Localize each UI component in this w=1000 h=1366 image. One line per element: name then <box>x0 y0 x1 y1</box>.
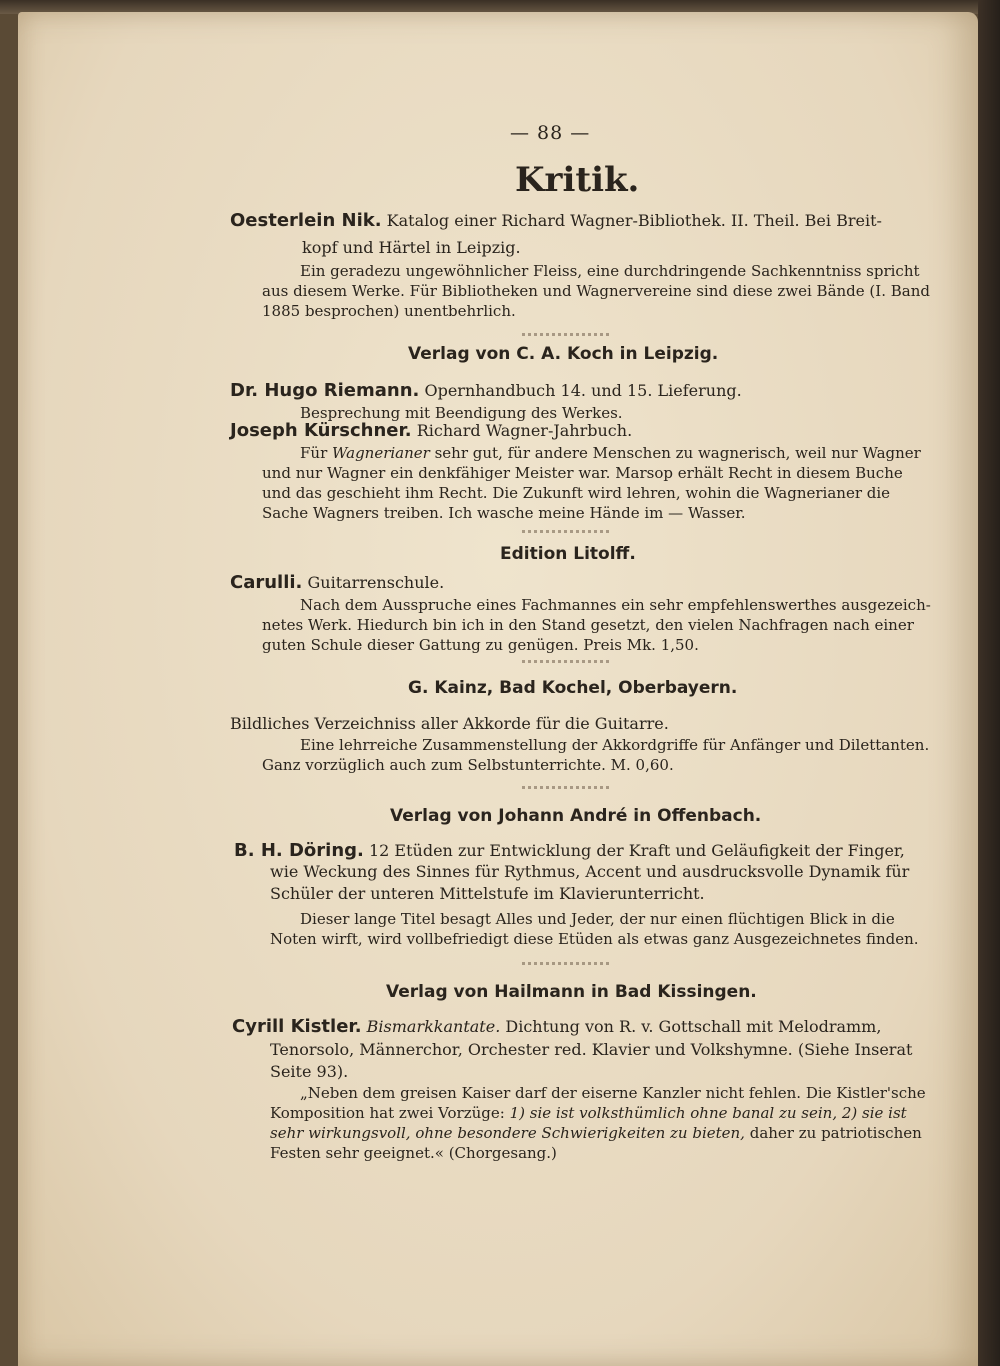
review-line: Eine lehrreiche Zusammenstellung der Akkordgriffe für Anfänger und Dilettanten. <box>300 736 930 754</box>
section-divider <box>522 962 612 965</box>
entry-author: Dr. Hugo Riemann. <box>230 380 420 401</box>
entry-text-cont: Tenorsolo, Männerchor, Orchester red. Klavier und Volkshymne. (Siehe Inserat <box>270 1040 913 1059</box>
review-line: Nach dem Ausspruche eines Fachmannes ein sehr empfehlenswerthes ausgezeich- <box>300 596 931 614</box>
review-line <box>270 1104 907 1122</box>
entry-text: 12 Etüden zur Entwicklung der Kraft und Geläufigkeit der Finger, <box>363 841 905 860</box>
section-divider <box>522 660 612 663</box>
section-divider <box>522 530 612 533</box>
section-heading: Edition Litolff. <box>500 544 636 564</box>
entry-text: Richard Wagner-Jahrbuch. <box>411 421 633 440</box>
review-line: Festen sehr geeignet.« (Chorgesang.) <box>270 1144 557 1162</box>
entry-author: Carulli. <box>230 572 303 593</box>
section-heading: Verlag von Johann André in Offenbach. <box>390 806 762 826</box>
review-text: daher zu patriotischen <box>744 1124 922 1142</box>
entry-kainz: Bildliches Verzeichniss aller Akkorde für die Guitarre. <box>230 714 669 733</box>
entry-oesterlein <box>230 210 882 231</box>
entry-text-cont: wie Weckung des Sinnes für Rythmus, Accent und ausdrucksvolle Dynamik für <box>270 862 910 881</box>
review-line <box>300 444 921 462</box>
entry-author: B. H. Döring. <box>234 840 364 861</box>
entry-kuerschner <box>230 420 632 441</box>
section-divider <box>522 333 612 336</box>
review-line: Noten wirft, wird vollbefriedigt diese Etüden als etwas ganz Ausgezeichnetes finden. <box>270 930 919 948</box>
entry-text-cont: Seite 93). <box>270 1062 349 1081</box>
review-line: Besprechung mit Beendigung des Werkes. <box>300 404 623 422</box>
review-emphasis: Wagnerianer <box>332 444 430 462</box>
entry-carulli <box>230 572 444 593</box>
entry-text: Guitarrenschule. <box>302 573 445 592</box>
review-line: „Neben dem greisen Kaiser darf der eiserne Kanzler nicht fehlen. Die Kistler'sche <box>300 1084 926 1102</box>
page-title: Kritik. <box>515 160 640 200</box>
review-line: netes Werk. Hiedurch bin ich in den Stand gesetzt, den vielen Nachfragen nach einer <box>262 616 914 634</box>
entry-text-cont: Schüler der unteren Mittelstufe im Klavierunterricht. <box>270 884 705 903</box>
entry-riemann <box>230 380 742 401</box>
section-heading: Verlag von C. A. Koch in Leipzig. <box>408 344 719 364</box>
entry-kistler <box>232 1016 881 1037</box>
review-line: und nur Wagner ein denkfähiger Meister war. Marsop erhält Recht in diesem Buche <box>262 464 903 482</box>
review-emphasis: sehr wirkungsvoll, ohne besondere Schwierigkeiten zu bieten, <box>270 1124 745 1142</box>
review-text: Für <box>300 444 333 462</box>
entry-text: Opernhandbuch 14. und 15. Lieferung. <box>419 381 742 400</box>
entry-text-cont: kopf und Härtel in Leipzig. <box>302 238 521 257</box>
entry-author: Cyrill Kistler. <box>232 1016 362 1037</box>
review-line: Dieser lange Titel besagt Alles und Jeder, der nur einen flüchtigen Blick in die <box>300 910 895 928</box>
review-line: und das geschieht ihm Recht. Die Zukunft wird lehren, wohin die Wagnerianer die <box>262 484 891 502</box>
review-text: sehr gut, für andere Menschen zu wagnerisch, weil nur Wagner <box>429 444 921 462</box>
section-heading: G. Kainz, Bad Kochel, Oberbayern. <box>408 678 738 698</box>
page-number: — 88 — <box>510 122 591 144</box>
review-line: Sache Wagners treiben. Ich wasche meine Hände im — Wasser. <box>262 504 746 522</box>
entry-text: Katalog einer Richard Wagner-Bibliothek. II. Theil. Bei Breit- <box>381 211 882 230</box>
section-divider <box>522 786 612 789</box>
review-text: Komposition hat zwei Vorzüge: <box>270 1104 510 1122</box>
review-line: Ganz vorzüglich auch zum Selbstunterrichte. M. 0,60. <box>262 756 674 774</box>
book-edge-right <box>978 0 1000 1366</box>
review-line: 1885 besprochen) unentbehrlich. <box>262 302 516 320</box>
entry-author: Joseph Kürschner. <box>230 420 412 441</box>
work-title: Bismarkkantate. <box>366 1017 501 1036</box>
entry-doering <box>234 840 905 861</box>
review-line: aus diesem Werke. Für Bibliotheken und Wagnervereine sind diese zwei Bände (I. Band <box>262 282 930 300</box>
entry-author: Oesterlein Nik. <box>230 210 382 231</box>
review-line: guten Schule dieser Gattung zu genügen. Preis Mk. 1,50. <box>262 636 699 654</box>
review-emphasis: 1) sie ist volksthümlich ohne banal zu sein, 2) sie ist <box>509 1104 907 1122</box>
entry-text: Dichtung von R. v. Gottschall mit Melodramm, <box>500 1017 882 1036</box>
section-heading: Verlag von Hailmann in Bad Kissingen. <box>386 982 757 1002</box>
review-line: Ein geradezu ungewöhnlicher Fleiss, eine durchdringende Sachkenntniss spricht <box>300 262 920 280</box>
review-line <box>270 1124 922 1142</box>
